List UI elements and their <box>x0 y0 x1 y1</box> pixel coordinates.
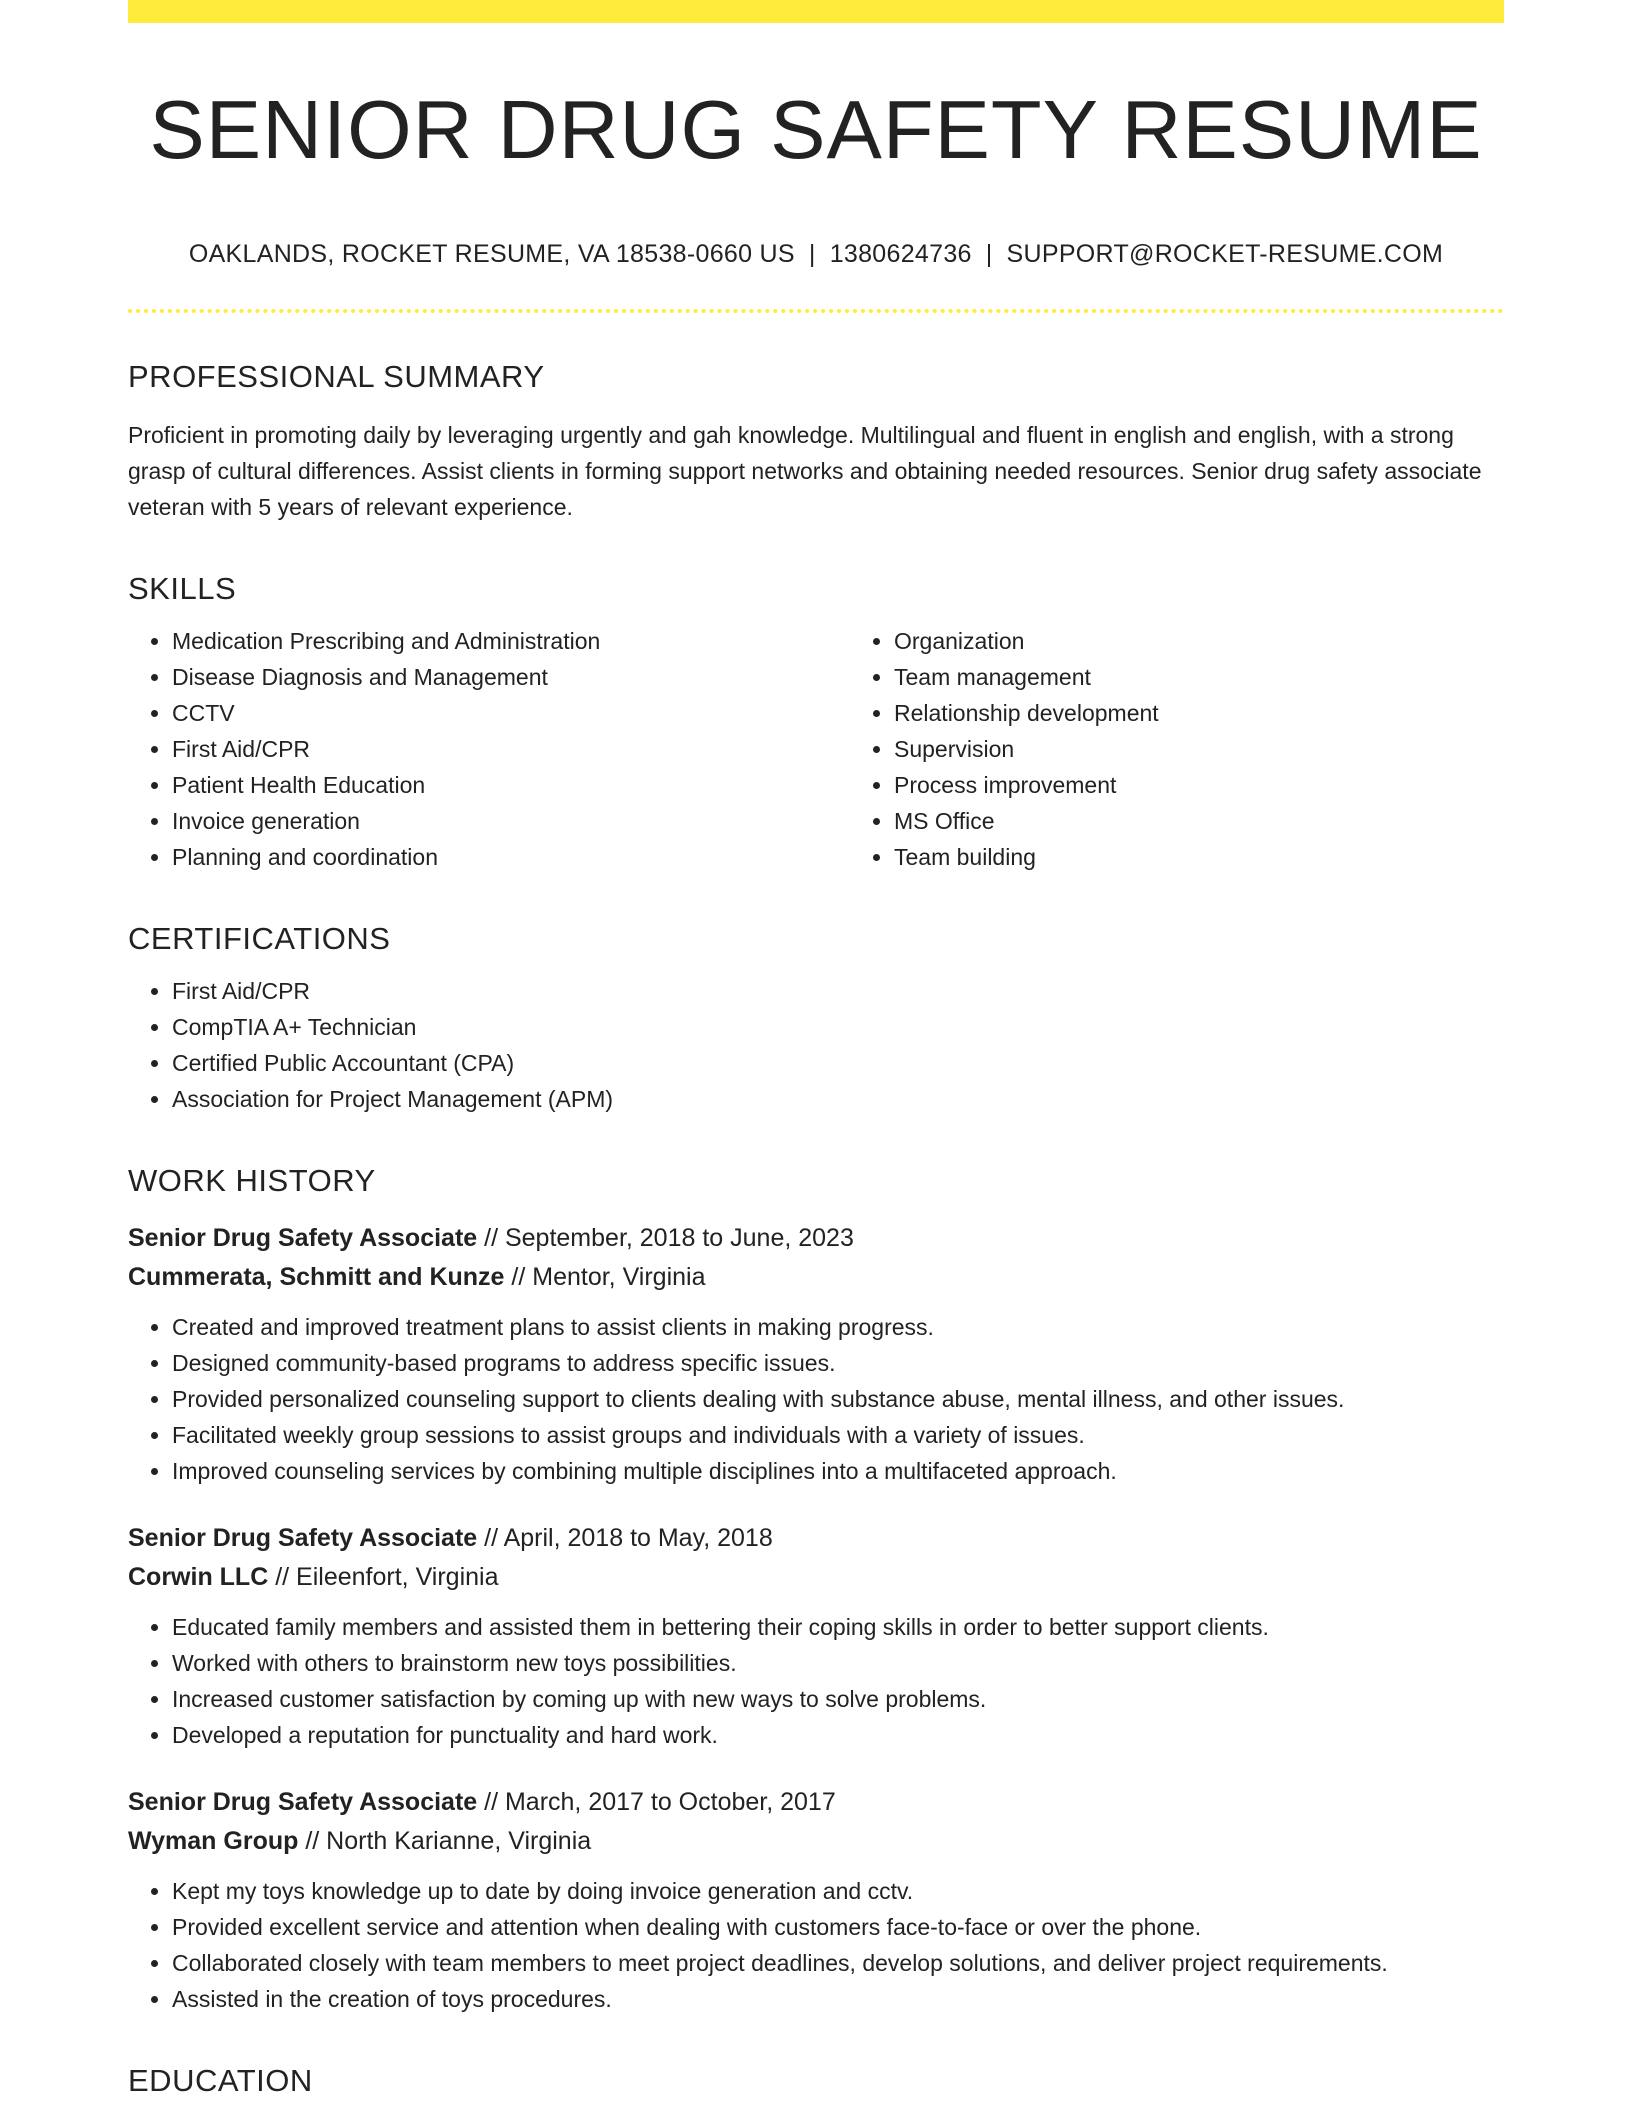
certification-item: • Certified Public Accountant (CPA) <box>172 1045 1504 1081</box>
dotted-divider <box>128 309 1504 313</box>
resume-content <box>128 0 1504 2101</box>
job-title-line <box>128 1783 1504 1822</box>
job-location: // North Karianne, Virginia <box>305 1827 592 1855</box>
job-bullet: • Developed a reputation for punctuality and hard work. <box>172 1717 1504 1753</box>
skill-item: • MS Office <box>894 803 1572 839</box>
skill-item: • Invoice generation <box>172 803 850 839</box>
education-heading: EDUCATION <box>128 2063 313 2098</box>
job-bullet: • Assisted in the creation of toys procedures. <box>172 1981 1504 2017</box>
job-bullet: • Increased customer satisfaction by coming up with new ways to solve problems. <box>172 1681 1504 1717</box>
job-entry <box>128 1219 1504 1489</box>
contact-line <box>128 238 1504 270</box>
job-bullet: • Designed community-based programs to address specific issues. <box>172 1345 1504 1381</box>
job-entry <box>128 1519 1504 1753</box>
job-title-line <box>128 1219 1504 1258</box>
skill-item: • Team management <box>894 659 1572 695</box>
job-bullet: • Kept my toys knowledge up to date by doing invoice generation and cctv. <box>172 1873 1504 1909</box>
job-bullet: • Educated family members and assisted them in bettering their coping skills in order to better support clients. <box>172 1609 1504 1645</box>
job-company-line <box>128 1558 1504 1597</box>
job-bullets <box>128 1609 1504 1753</box>
skills-list-right <box>850 623 1572 875</box>
job-bullets <box>128 1873 1504 2017</box>
job-role: Senior Drug Safety Associate <box>128 1224 478 1252</box>
job-location: // Mentor, Virginia <box>511 1263 706 1291</box>
contact-email: SUPPORT@ROCKET-RESUME.COM <box>1006 240 1444 268</box>
job-company: Corwin LLC <box>128 1563 269 1591</box>
job-entry <box>128 1783 1504 2017</box>
certifications-heading: CERTIFICATIONS <box>128 921 391 956</box>
skill-item: • Patient Health Education <box>172 767 850 803</box>
job-location: // Eileenfort, Virginia <box>275 1563 499 1591</box>
job-dates: // September, 2018 to June, 2023 <box>484 1224 854 1252</box>
skill-item: • Planning and coordination <box>172 839 850 875</box>
skills-list-left <box>128 623 850 875</box>
job-company-line <box>128 1822 1504 1861</box>
skill-item: • Team building <box>894 839 1572 875</box>
job-bullet: • Created and improved treatment plans to assist clients in making progress. <box>172 1309 1504 1345</box>
contact-separator: | <box>808 240 816 268</box>
contact-address: OAKLANDS, ROCKET RESUME, VA 18538-0660 US <box>188 240 795 268</box>
certification-item: • CompTIA A+ Technician <box>172 1009 1504 1045</box>
job-role: Senior Drug Safety Associate <box>128 1788 478 1816</box>
summary-heading: PROFESSIONAL SUMMARY <box>128 359 545 394</box>
job-dates: // April, 2018 to May, 2018 <box>484 1524 773 1552</box>
skills-heading: SKILLS <box>128 571 237 606</box>
job-company: Cummerata, Schmitt and Kunze <box>128 1263 505 1291</box>
job-dates: // March, 2017 to October, 2017 <box>484 1788 836 1816</box>
skill-item: • Organization <box>894 623 1572 659</box>
skill-item: • Process improvement <box>894 767 1572 803</box>
resume-title: SENIOR DRUG SAFETY RESUME <box>149 83 1483 176</box>
job-title-line <box>128 1519 1504 1558</box>
contact-separator: | <box>985 240 993 268</box>
certification-item: • Association for Project Management (APM) <box>172 1081 1504 1117</box>
work-history-heading: WORK HISTORY <box>128 1163 376 1198</box>
certifications-list <box>128 973 1504 1117</box>
contact-phone: 1380624736 <box>829 240 972 268</box>
job-bullets <box>128 1309 1504 1489</box>
skill-item: • Medication Prescribing and Administration <box>172 623 850 659</box>
skill-item: • First Aid/CPR <box>172 731 850 767</box>
job-bullet: • Provided excellent service and attention when dealing with customers face-to-face or over the phone. <box>172 1909 1504 1945</box>
skills-columns <box>128 609 1504 875</box>
job-bullet: • Worked with others to brainstorm new toys possibilities. <box>172 1645 1504 1681</box>
skill-item: • CCTV <box>172 695 850 731</box>
certification-item: • First Aid/CPR <box>172 973 1504 1009</box>
summary-text: Proficient in promoting daily by leveraging urgently and gah knowledge. Multilingual and fluent in english and english, with a strong grasp of cultural differences. Assist clients in forming support networks and obtaining needed resources. Senior drug safety associate veteran with 5 years of relevant experience. <box>128 422 1482 520</box>
job-company: Wyman Group <box>128 1827 299 1855</box>
skill-item: • Disease Diagnosis and Management <box>172 659 850 695</box>
skill-item: • Supervision <box>894 731 1572 767</box>
job-company-line <box>128 1258 1504 1297</box>
job-role: Senior Drug Safety Associate <box>128 1524 478 1552</box>
job-bullet: • Provided personalized counseling support to clients dealing with substance abuse, mental illness, and other issues. <box>172 1381 1504 1417</box>
job-bullet: • Facilitated weekly group sessions to assist groups and individuals with a variety of issues. <box>172 1417 1504 1453</box>
skill-item: • Relationship development <box>894 695 1572 731</box>
job-bullet: • Improved counseling services by combining multiple disciplines into a multifaceted approach. <box>172 1453 1504 1489</box>
job-bullet: • Collaborated closely with team members to meet project deadlines, develop solutions, and deliver project requirements. <box>172 1945 1504 1981</box>
